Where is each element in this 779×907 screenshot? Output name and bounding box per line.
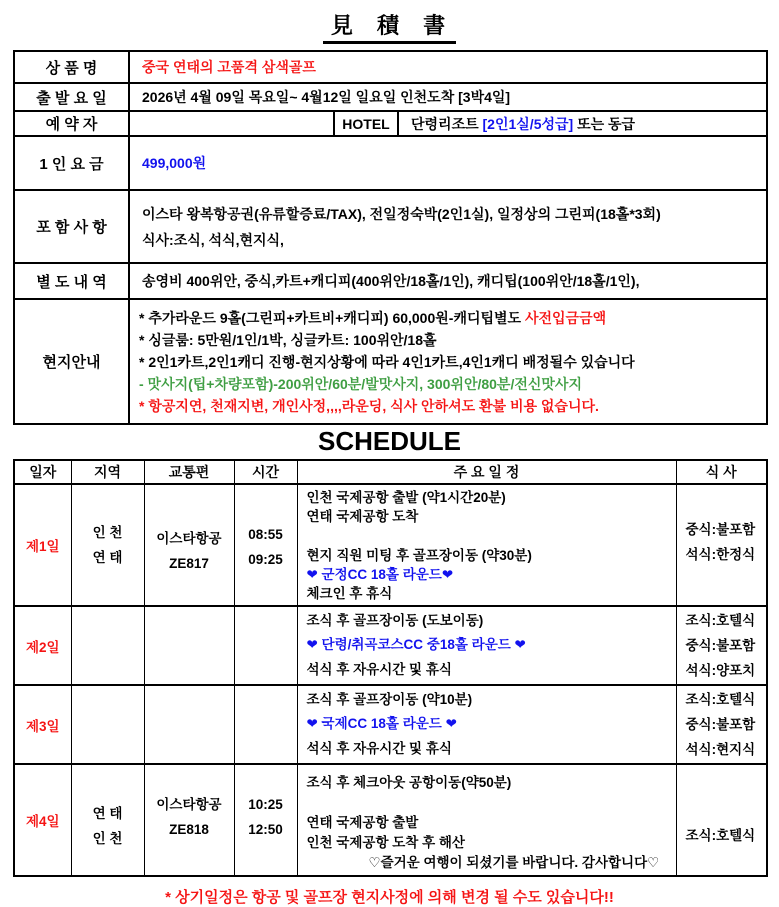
header-region: 지역 xyxy=(71,460,144,484)
day2-itinerary: 조식 후 골프장이동 (도보이동) ❤ 단령/취곡코스CC 중18홀 라운드 ❤ 석식 후 자유시간 및 휴식 xyxy=(297,606,676,685)
quotation-document xyxy=(0,9,779,907)
day2-transport xyxy=(144,606,234,685)
schedule-table xyxy=(13,459,768,877)
day1-transport: 이스타항공 ZE817 xyxy=(144,484,234,606)
schedule-footnote: * 상기일정은 항공 및 골프장 현지사정에 의해 변경 될 수도 있습니다!! xyxy=(165,889,614,907)
day3-transport xyxy=(144,685,234,764)
departure-value: 2026년 4월 09일 목요일~ 4월12일 일요일 인천도착 [3박4일] xyxy=(129,83,767,111)
day2-label: 제2일 xyxy=(14,606,71,685)
day4-meals: 조식:호텔식 xyxy=(676,764,767,876)
product-row xyxy=(14,51,767,83)
hotel-value xyxy=(398,111,767,136)
day1-region: 인 천 연 태 xyxy=(71,484,144,606)
price-label: 1 인 요 금 xyxy=(14,136,129,190)
header-day: 일자 xyxy=(14,460,71,484)
day1-meals: 중식:불포함 석식:한정식 xyxy=(676,484,767,606)
product-value: 중국 연태의 고품격 삼색골프 xyxy=(129,51,767,83)
notice-line-2: * 싱글룸: 5만원/1인/1박, 싱글카트: 100위안/18홀 xyxy=(139,332,437,348)
header-meals: 식 사 xyxy=(676,460,767,484)
day4-transport: 이스타항공 ZE818 xyxy=(144,764,234,876)
local-notice-label: 현지안내 xyxy=(14,299,129,424)
reservation-value xyxy=(129,111,334,136)
notice-line-3: * 2인1카트,2인1캐디 진행-현지상황에 따라 4인1카트,4인1캐디 배정될수 있습니다 xyxy=(139,354,635,370)
quote-info-table xyxy=(13,50,768,425)
hotel-name: 단령리조트 xyxy=(411,115,483,132)
schedule-row-day2 xyxy=(14,606,767,685)
departure-row xyxy=(14,83,767,111)
day1-golf-round: ❤ 군정CC 18홀 라운드❤ xyxy=(306,566,454,582)
product-label: 상 품 명 xyxy=(14,51,129,83)
day3-region xyxy=(71,685,144,764)
notice-line-1: * 추가라운드 9홀(그린피+카트비+캐디피) 60,000원-캐디팁별도 사전입금금액 xyxy=(139,310,607,326)
day4-time: 10:25 12:50 xyxy=(234,764,297,876)
extra-cost-value: 송영비 400위안, 중식,카트+캐디피(400위안/18홀/1인), 캐디팁(100위안/18홀/1인), xyxy=(129,263,767,299)
day2-region xyxy=(71,606,144,685)
schedule-row-day4 xyxy=(14,764,767,876)
day3-label: 제3일 xyxy=(14,685,71,764)
day4-region: 연 태 인 천 xyxy=(71,764,144,876)
header-transport: 교통편 xyxy=(144,460,234,484)
day1-itinerary: 인천 국제공항 출발 (약1시간20분) 연태 국제공항 도착 현지 직원 미팅 후 골프장이동 (약30분) ❤ 군정CC 18홀 라운드❤ 체크인 후 휴식 xyxy=(297,484,676,606)
day4-farewell-message: ♡즐거운 여행이 되셨기를 바랍니다. 감사합니다♡ xyxy=(368,855,660,871)
extra-cost-row xyxy=(14,263,767,299)
notice-line-4: - 맛사지(팁+차량포함)-200위안/60분/발맛사지, 300위안/80분/전신맛사지 xyxy=(139,376,582,392)
hotel-grade: [2인1실/5성급] xyxy=(482,115,574,132)
notice-line-1-highlight: 사전입금금액 xyxy=(524,310,607,326)
included-line-1: 이스타 왕복항공권(유류할증료/TAX), 전일정숙박(2인1실), 일정상의 그린피(18홀*3회) xyxy=(142,205,661,222)
day2-time xyxy=(234,606,297,685)
notice-line-5: * 항공지연, 천재지변, 개인사정,,,,라운딩, 식사 안하셔도 환불 비용 없습니다. xyxy=(139,398,599,414)
day2-golf-round: ❤ 단령/취곡코스CC 중18홀 라운드 ❤ xyxy=(306,637,526,653)
price-value: 499,000원 xyxy=(129,136,767,190)
header-time: 시간 xyxy=(234,460,297,484)
day4-label: 제4일 xyxy=(14,764,71,876)
price-row xyxy=(14,136,767,190)
schedule-row-day3 xyxy=(14,685,767,764)
included-line-2: 식사:조식, 석식,현지식, xyxy=(142,231,284,248)
schedule-title: SCHEDULE xyxy=(317,426,461,456)
day1-label: 제1일 xyxy=(14,484,71,606)
schedule-row-day1 xyxy=(14,484,767,606)
local-notice-content xyxy=(129,299,767,424)
reservation-label: 예 약 자 xyxy=(14,111,129,136)
schedule-header-row xyxy=(14,460,767,484)
included-row xyxy=(14,190,767,263)
local-notice-row xyxy=(14,299,767,424)
included-label: 포 함 사 항 xyxy=(14,190,129,263)
day3-itinerary: 조식 후 골프장이동 (약10분) ❤ 국제CC 18홀 라운드 ❤ 석식 후 자유시간 및 휴식 xyxy=(297,685,676,764)
day3-golf-round: ❤ 국제CC 18홀 라운드 ❤ xyxy=(306,716,457,732)
hotel-label: HOTEL xyxy=(334,111,398,136)
document-title xyxy=(0,9,779,44)
hotel-suffix: 또는 동급 xyxy=(573,115,636,132)
day2-meals: 조식:호텔식 중식:불포함 석식:양포치 xyxy=(676,606,767,685)
header-itinerary: 주 요 일 정 xyxy=(297,460,676,484)
day4-itinerary: 조식 후 체크아웃 공항이동(약50분) 연태 국제공항 출발 인천 국제공항 도착 후 해산 ♡즐거운 여행이 되셨기를 바랍니다. 감사합니다♡ xyxy=(297,764,676,876)
extra-cost-label: 별 도 내 역 xyxy=(14,263,129,299)
day1-time: 08:55 09:25 xyxy=(234,484,297,606)
document-title-text: 見 積 書 xyxy=(323,9,456,44)
day3-time xyxy=(234,685,297,764)
included-value xyxy=(129,190,767,263)
departure-label: 출 발 요 일 xyxy=(14,83,129,111)
day3-meals: 조식:호텔식 중식:불포함 석식:현지식 xyxy=(676,685,767,764)
reservation-row xyxy=(14,111,767,136)
